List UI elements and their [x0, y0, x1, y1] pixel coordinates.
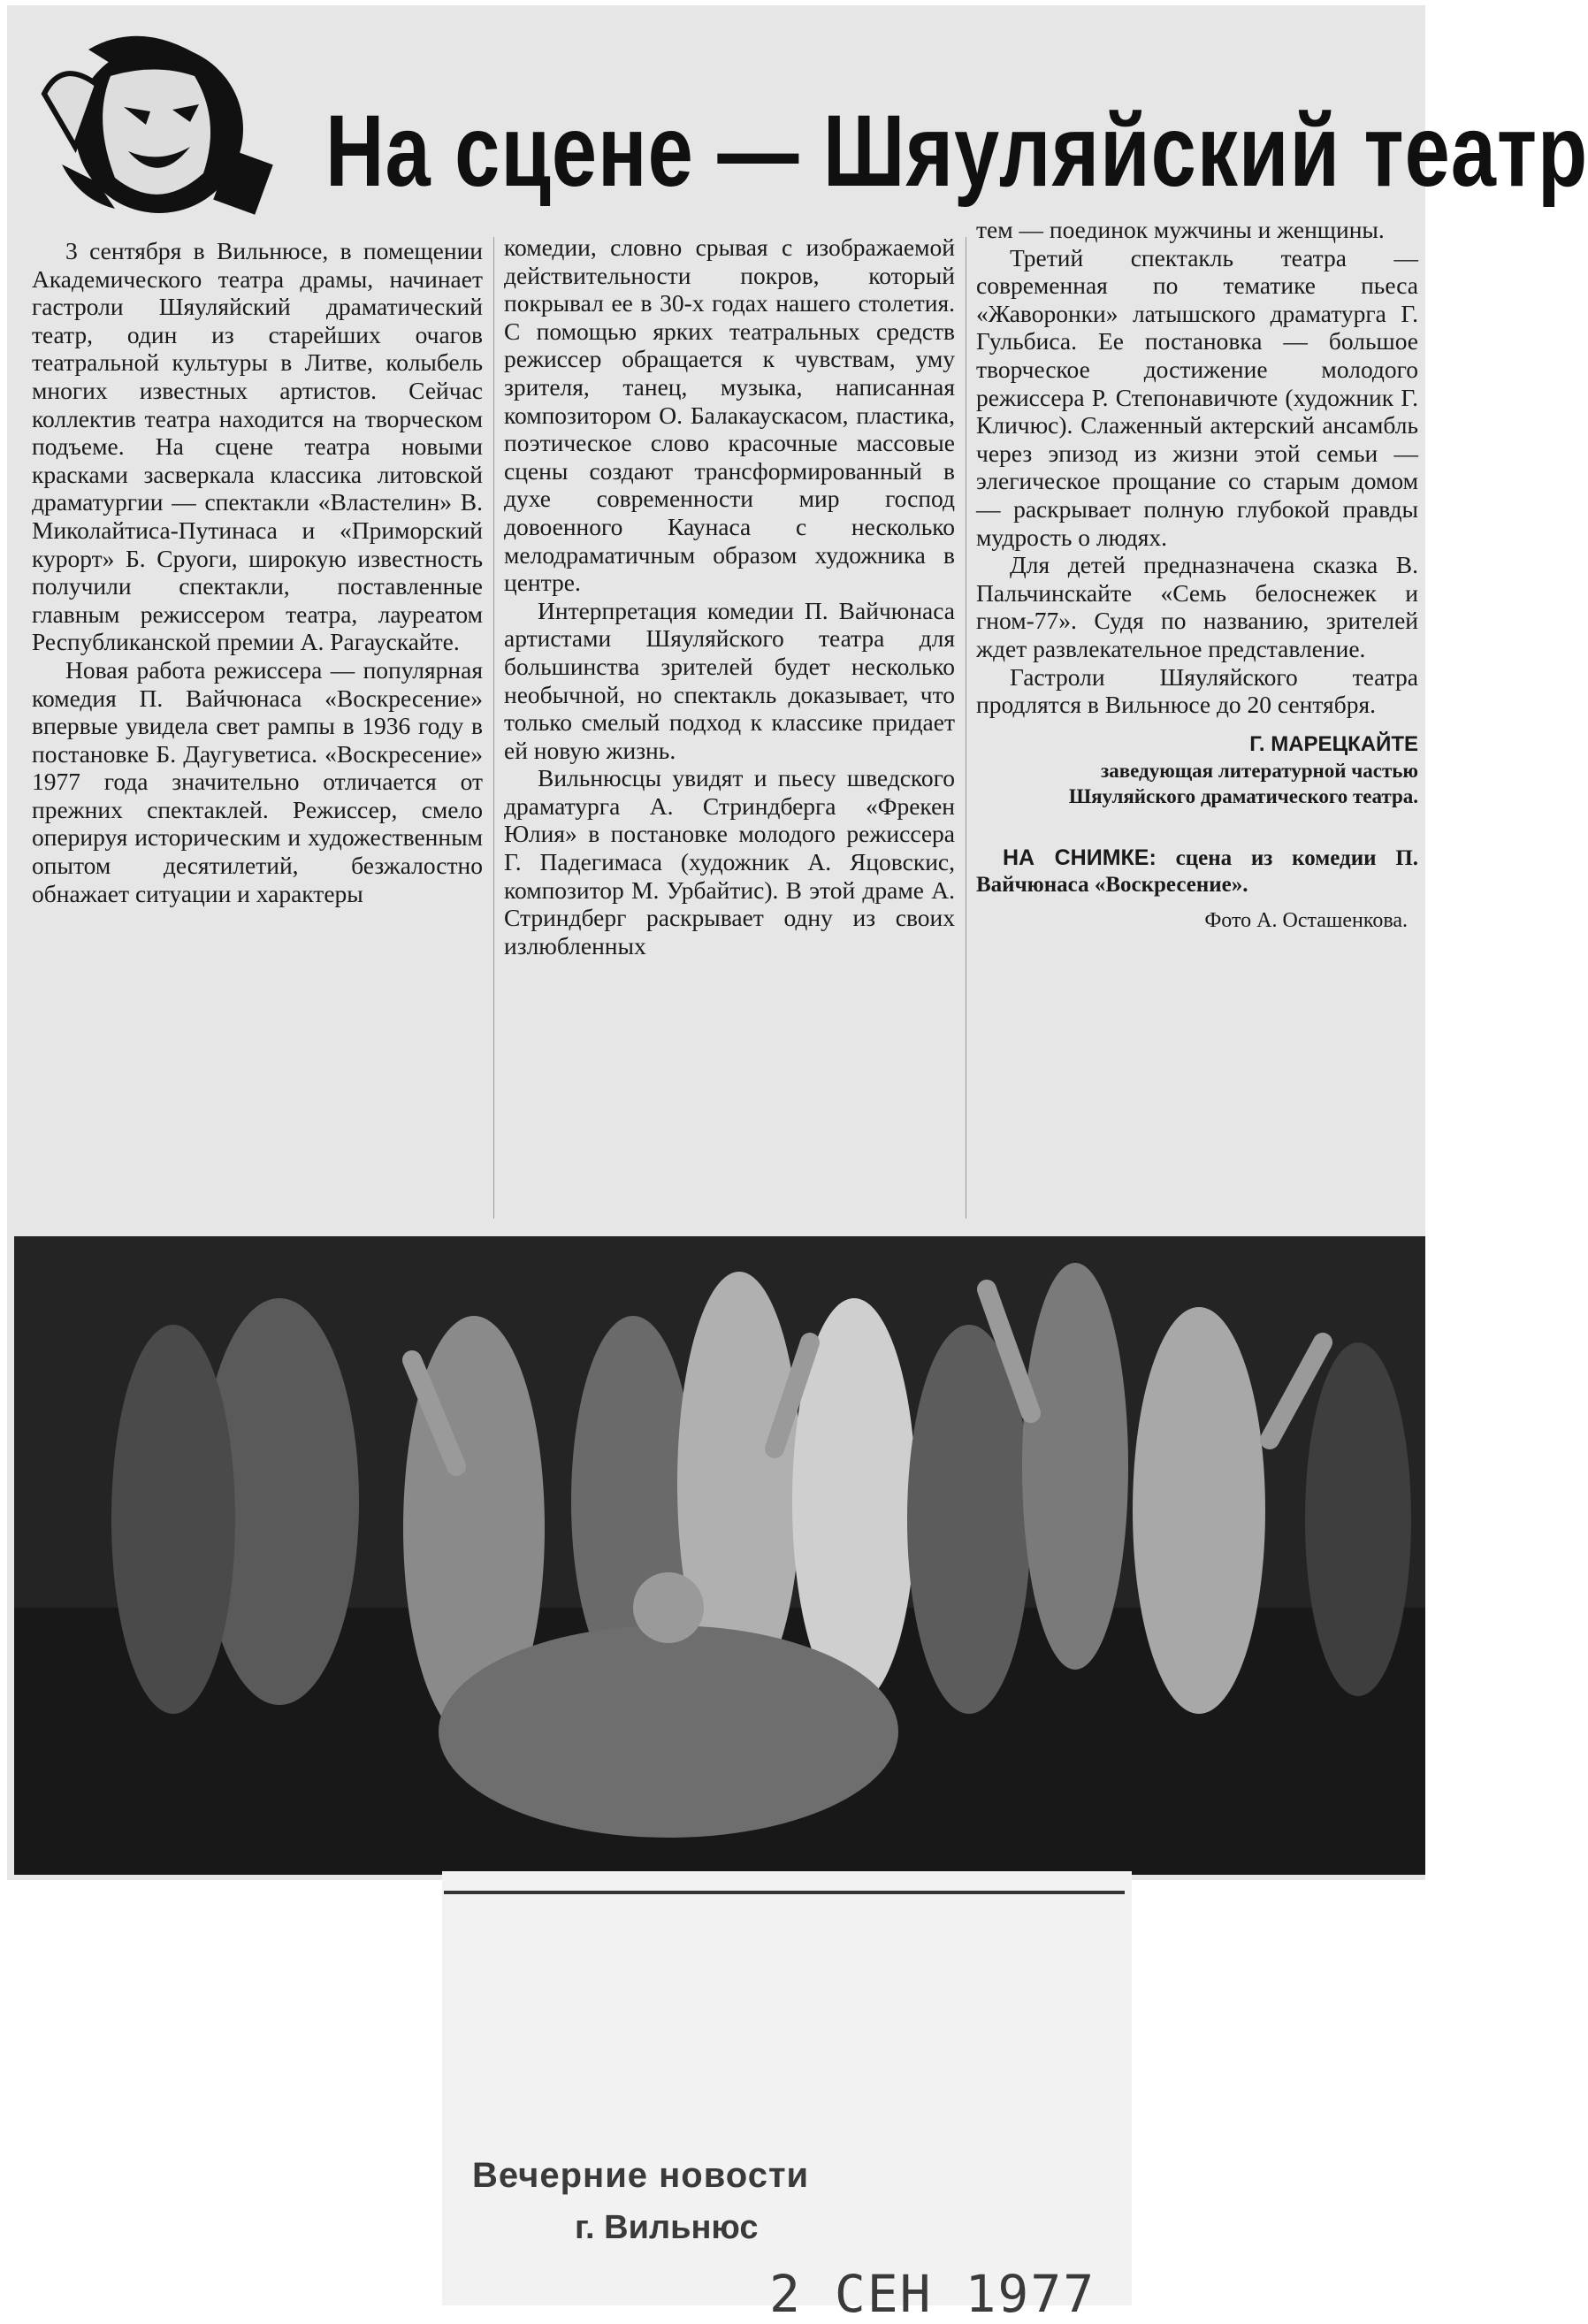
- caption-lead: НА СНИМКЕ:: [1003, 845, 1157, 870]
- article-body: [19, 216, 1419, 1227]
- stamp-city: г. Вильнюс: [575, 2209, 759, 2246]
- article-header: [7, 5, 1588, 226]
- stamp-divider: [444, 1891, 1125, 1894]
- article-paragraph: Новая работа режиссера — популярная комедия П. Вайчюнаса «Воскресение» впервые увидела свет рампы в 1936 году в постановке Б. Даугуветиса. «Воскресение» 1977 года значительно отличается от прежних спектаклей. Режиссер, смело оперируя историческим и художественным опытом десятилетий, безжалостно обнажает ситуации и характеры: [32, 655, 483, 907]
- stamp-source: Вечерние новости: [472, 2156, 810, 2195]
- stage-photo: [14, 1236, 1425, 1875]
- author-name: Г. МАРЕЦКАЙТЕ: [1249, 731, 1418, 756]
- article-paragraph: 3 сентября в Вильнюсе, в помещении Академического театра драмы, начинает гастроли Шяуляйский драматический театр, один из старейших очагов театральной культуры в Литве, колыбель многих известных артистов. Сейчас коллектив театра находится на творческом подъеме. На сцене театра новыми красками засверкала классика литовской драматургии — спектакли «Властелин» В. Миколайтиса-Путинаса и «Приморский курорт» Б. Сруоги, широкую известность получили спектакли, поставленные главным режиссером театра, лауреатом Республиканской премии А. Рагаускайте.: [32, 237, 483, 656]
- photo-credit: Фото А. Осташенкова.: [1204, 908, 1408, 932]
- author-role: заведующая литературной частью Шяуляйского драматического театра.: [1068, 759, 1418, 807]
- column-divider: [493, 237, 494, 1219]
- article-paragraph: комедии, словно срывая с изображаемой действительности покров, который покрывал ее в 30-х годах нашего столетия. С помощью ярких театральных средств режиссер обращается к чувствам, уму зрителя, танец, музыка, написанная композитором О. Балакаускасом, пластика, поэтическое слово красочные массовые сцены создают трансформированный в духе современности мир господ довоенного Каунаса с несколько мелодраматичным образом художника в центре.: [504, 233, 955, 597]
- article-paragraph: Третий спектакль театра — современная по тематике пьеса «Жаворонки» латышского драматурга Г. Гульбиса. Ее постановка — большое творческое достижение молодого режиссера Р. Степонавичюте (художник Г. Кличюс). Слаженный актерский ансамбль через эпизод из жизни этой семьи — элегическое прощание со старым домом — раскрывает полную глубокой правды мудрость о людях.: [976, 243, 1418, 551]
- article-paragraph: Гастроли Шяуляйского театра продлятся в Вильнюсе до 20 сентября.: [976, 662, 1418, 719]
- article-paragraph: Вильнюсцы увидят и пьесу шведского драматурга А. Стриндберга «Фрекен Юлия» в постановке молодого режиссера Г. Падегимаса (художник А. Яцовскис, композитор М. Урбайтис). В этой драме А. Стриндберг раскрывает одну из своих излюбленных: [504, 764, 955, 959]
- library-stamp-slip: [442, 1871, 1132, 2324]
- article-paragraph: Для детей предназначена сказка В. Пальчинскайте «Семь белоснежек и гном-77». Судя по названию, зрителей ждет развлекательное представление.: [976, 551, 1418, 662]
- newspaper-clipping: [7, 5, 1588, 1880]
- caption-text: сцена из комедии П. Вайчюнаса «Воскресение».: [976, 845, 1419, 897]
- article-paragraph: тем — поединок мужчины и женщины.: [976, 216, 1385, 243]
- article-column-1: [32, 237, 483, 907]
- article-column-2: [504, 233, 955, 959]
- theatre-masks-logo: [27, 23, 283, 218]
- headline: На сцене — Шяуляйский театр: [325, 95, 1588, 208]
- photo-caption: [976, 845, 1418, 898]
- article-paragraph: Интерпретация комедии П. Вайчюнаса артистами Шяуляйского театра для большинства зрителей будет несколько необычной, но спектакль доказывает, что только смелый подход к классике придает ей новую жизнь.: [504, 596, 955, 764]
- article-column-3: [976, 216, 1418, 935]
- stamp-date: 2 СЕН 1977: [769, 2264, 1096, 2324]
